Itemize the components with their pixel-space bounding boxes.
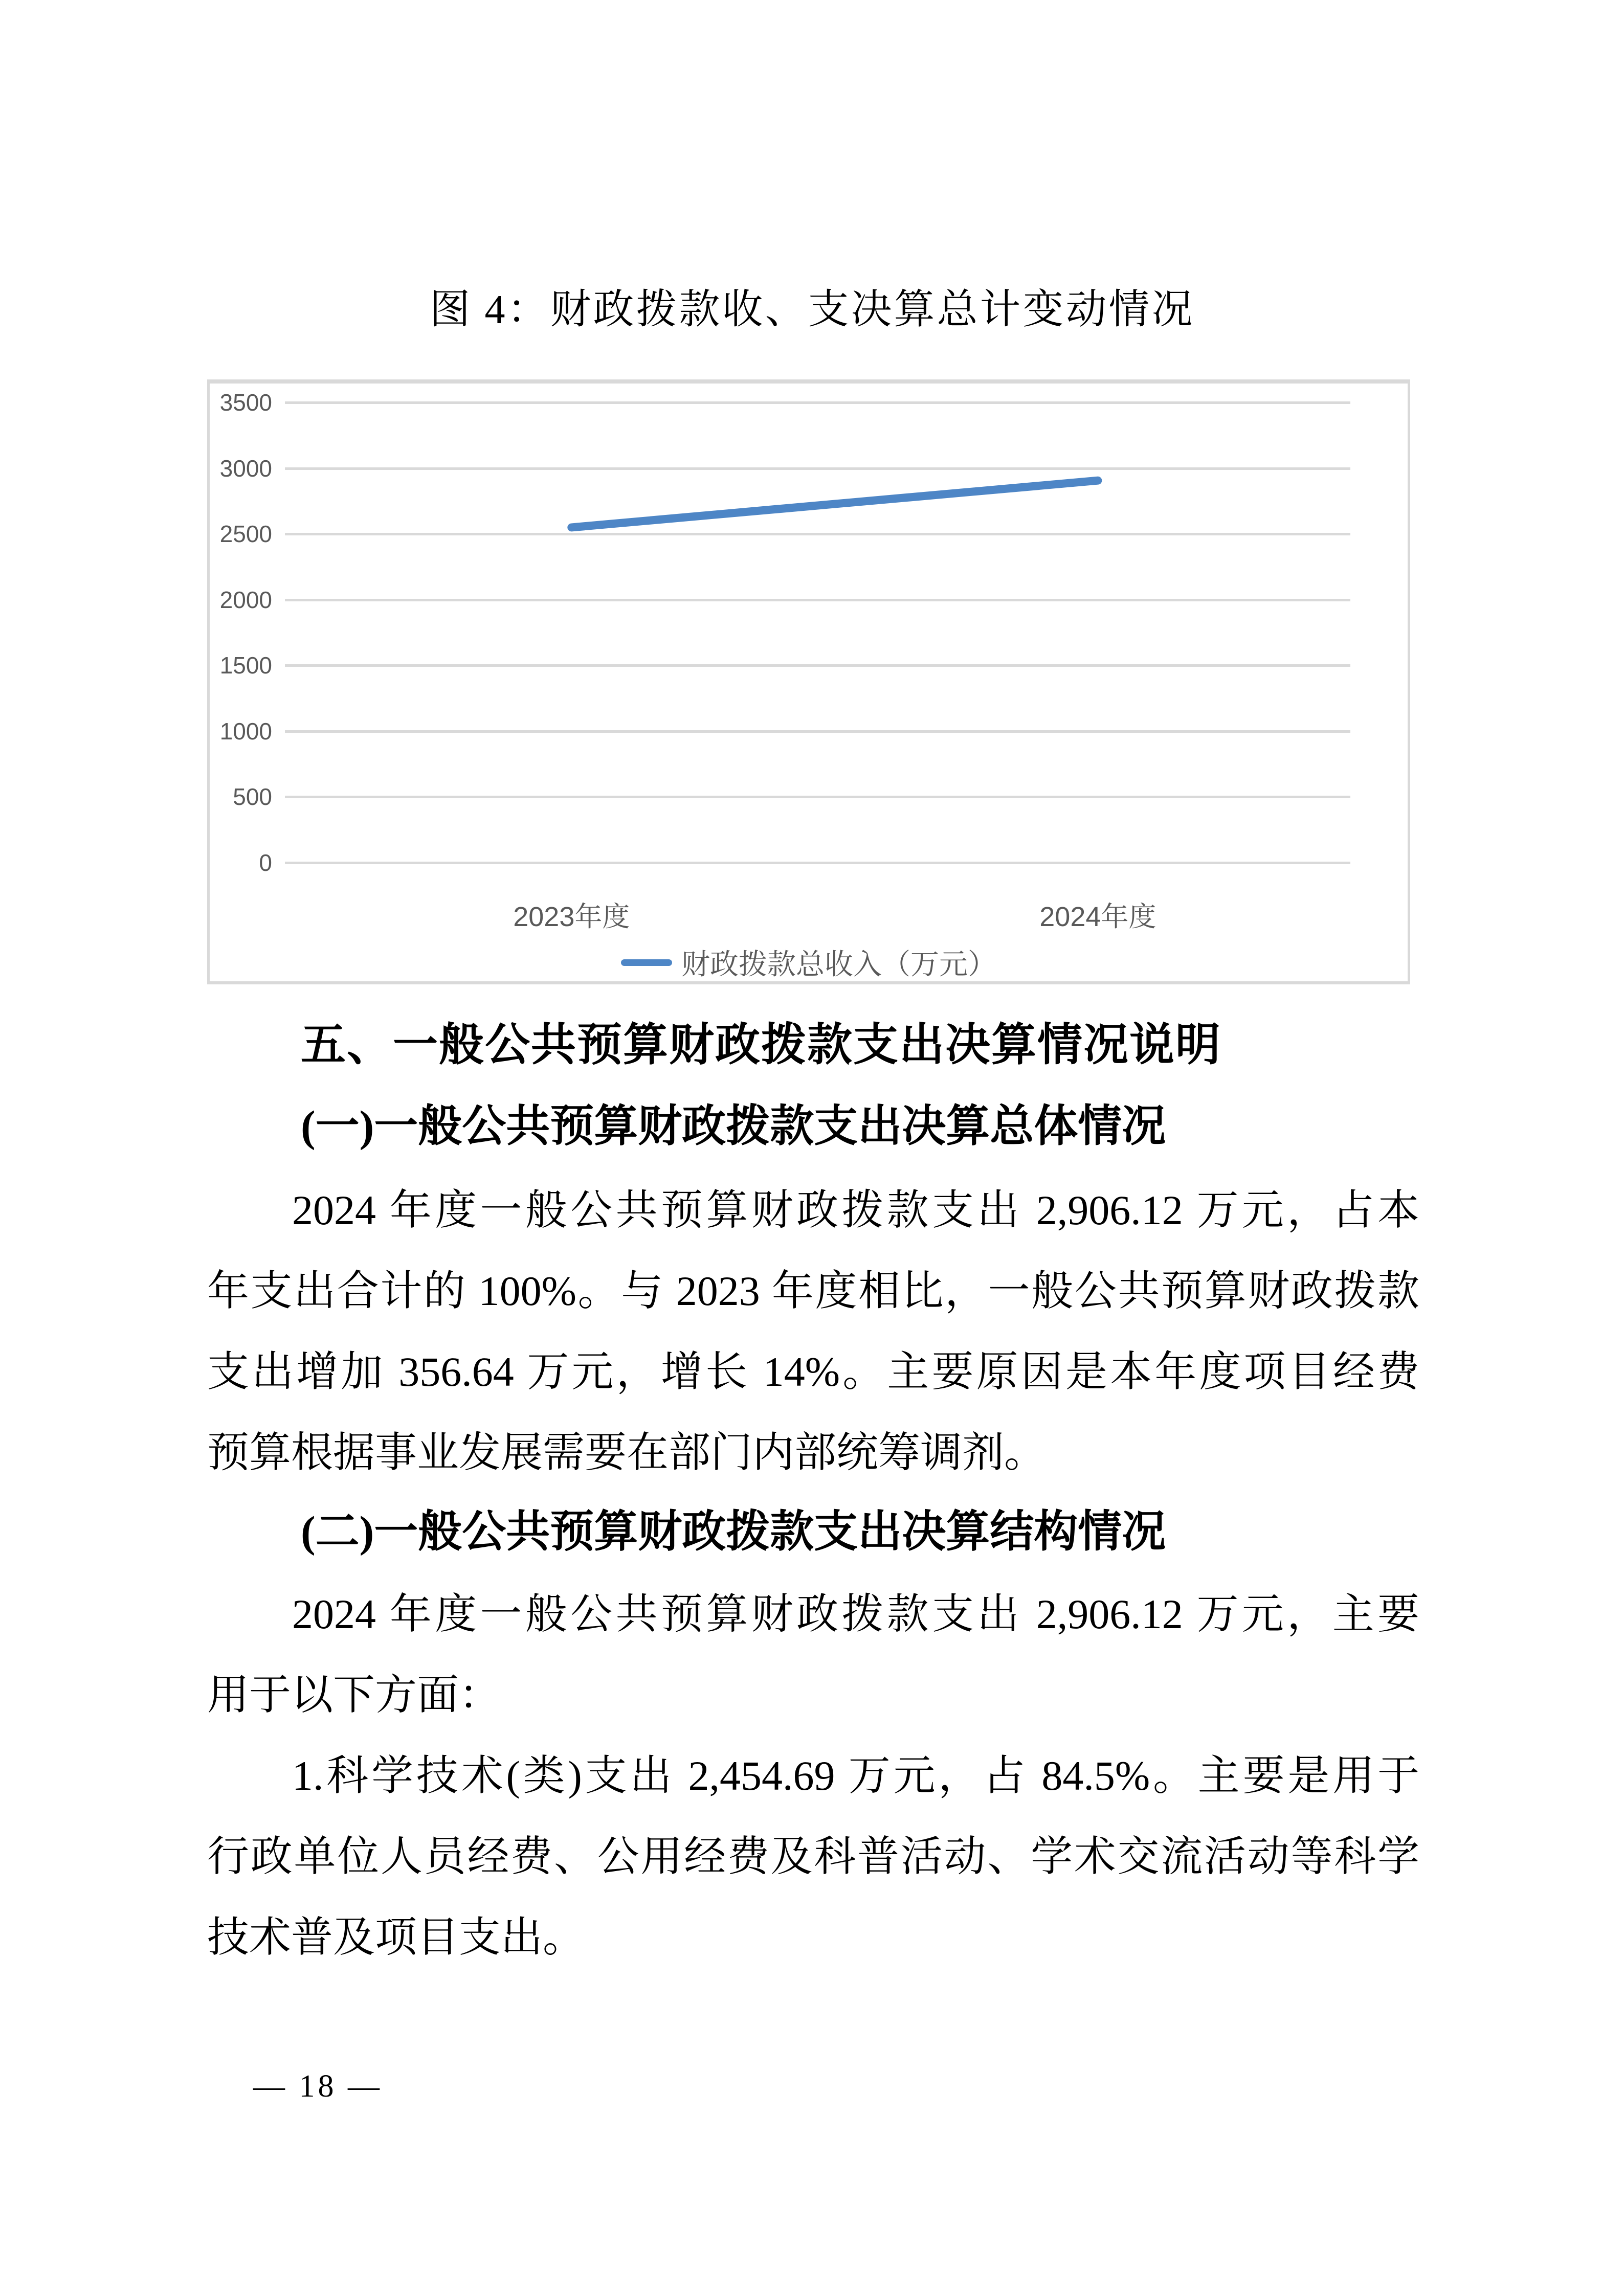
figure-title: 图 4：财政拨款收、支决算总计变动情况 — [429, 287, 1195, 332]
paragraph1-line3: 支出增加 356.64 万元，增长 14%。主要原因是本年度项目经费 — [207, 1348, 1419, 1395]
legend-line-marker — [621, 959, 672, 966]
y-axis-tick-label: 3500 — [219, 389, 272, 416]
paragraph1-line1: 2024 年度一般公共预算财政拨款支出 2,906.12 万元，占本 — [292, 1187, 1419, 1233]
section-heading-5: 五、一般公共预算财政拨款支出决算情况说明 — [301, 1019, 1222, 1070]
y-axis-tick-label: 500 — [233, 783, 272, 811]
paragraph1-line4: 预算根据事业发展需要在部门内部统筹调剂。 — [207, 1429, 1047, 1476]
figure4-line-chart — [207, 379, 1410, 984]
paragraph2-line1: 2024 年度一般公共预算财政拨款支出 2,906.12 万元，主要 — [292, 1591, 1419, 1637]
chart-legend — [210, 942, 1408, 983]
page-number: — 18 — — [253, 2069, 383, 2104]
x-axis-label-2024: 2024年度 — [1039, 902, 1156, 932]
y-axis-tick-label: 1500 — [219, 652, 272, 679]
y-axis-tick-label: 2500 — [219, 521, 272, 548]
y-axis-tick-label: 3000 — [219, 455, 272, 482]
paragraph2-line2: 用于以下方面： — [207, 1672, 501, 1718]
paragraph3-line1: 1.科学技术(类)支出 2,454.69 万元，占 84.5%。主要是用于 — [292, 1752, 1419, 1799]
series-line-svg — [210, 384, 1408, 981]
subsection-heading-1: (一)一般公共预算财政拨款支出决算总体情况 — [301, 1101, 1166, 1151]
x-axis-label-2023: 2023年度 — [513, 902, 630, 932]
y-axis-tick-label: 0 — [259, 849, 272, 876]
legend-label: 财政拨款总收入（万元） — [681, 948, 996, 980]
revenue-series-line — [571, 481, 1098, 528]
paragraph3-line3: 技术普及项目支出。 — [207, 1914, 585, 1961]
paragraph3-line2: 行政单位人员经费、公用经费及科普活动、学术交流活动等科学 — [207, 1833, 1419, 1880]
subsection-heading-2: (二)一般公共预算财政拨款支出决算结构情况 — [301, 1507, 1166, 1556]
paragraph1-line2: 年支出合计的 100%。与 2023 年度相比，一般公共预算财政拨款 — [207, 1268, 1419, 1314]
y-axis-tick-label: 1000 — [219, 717, 272, 745]
y-axis-tick-label: 2000 — [219, 586, 272, 613]
